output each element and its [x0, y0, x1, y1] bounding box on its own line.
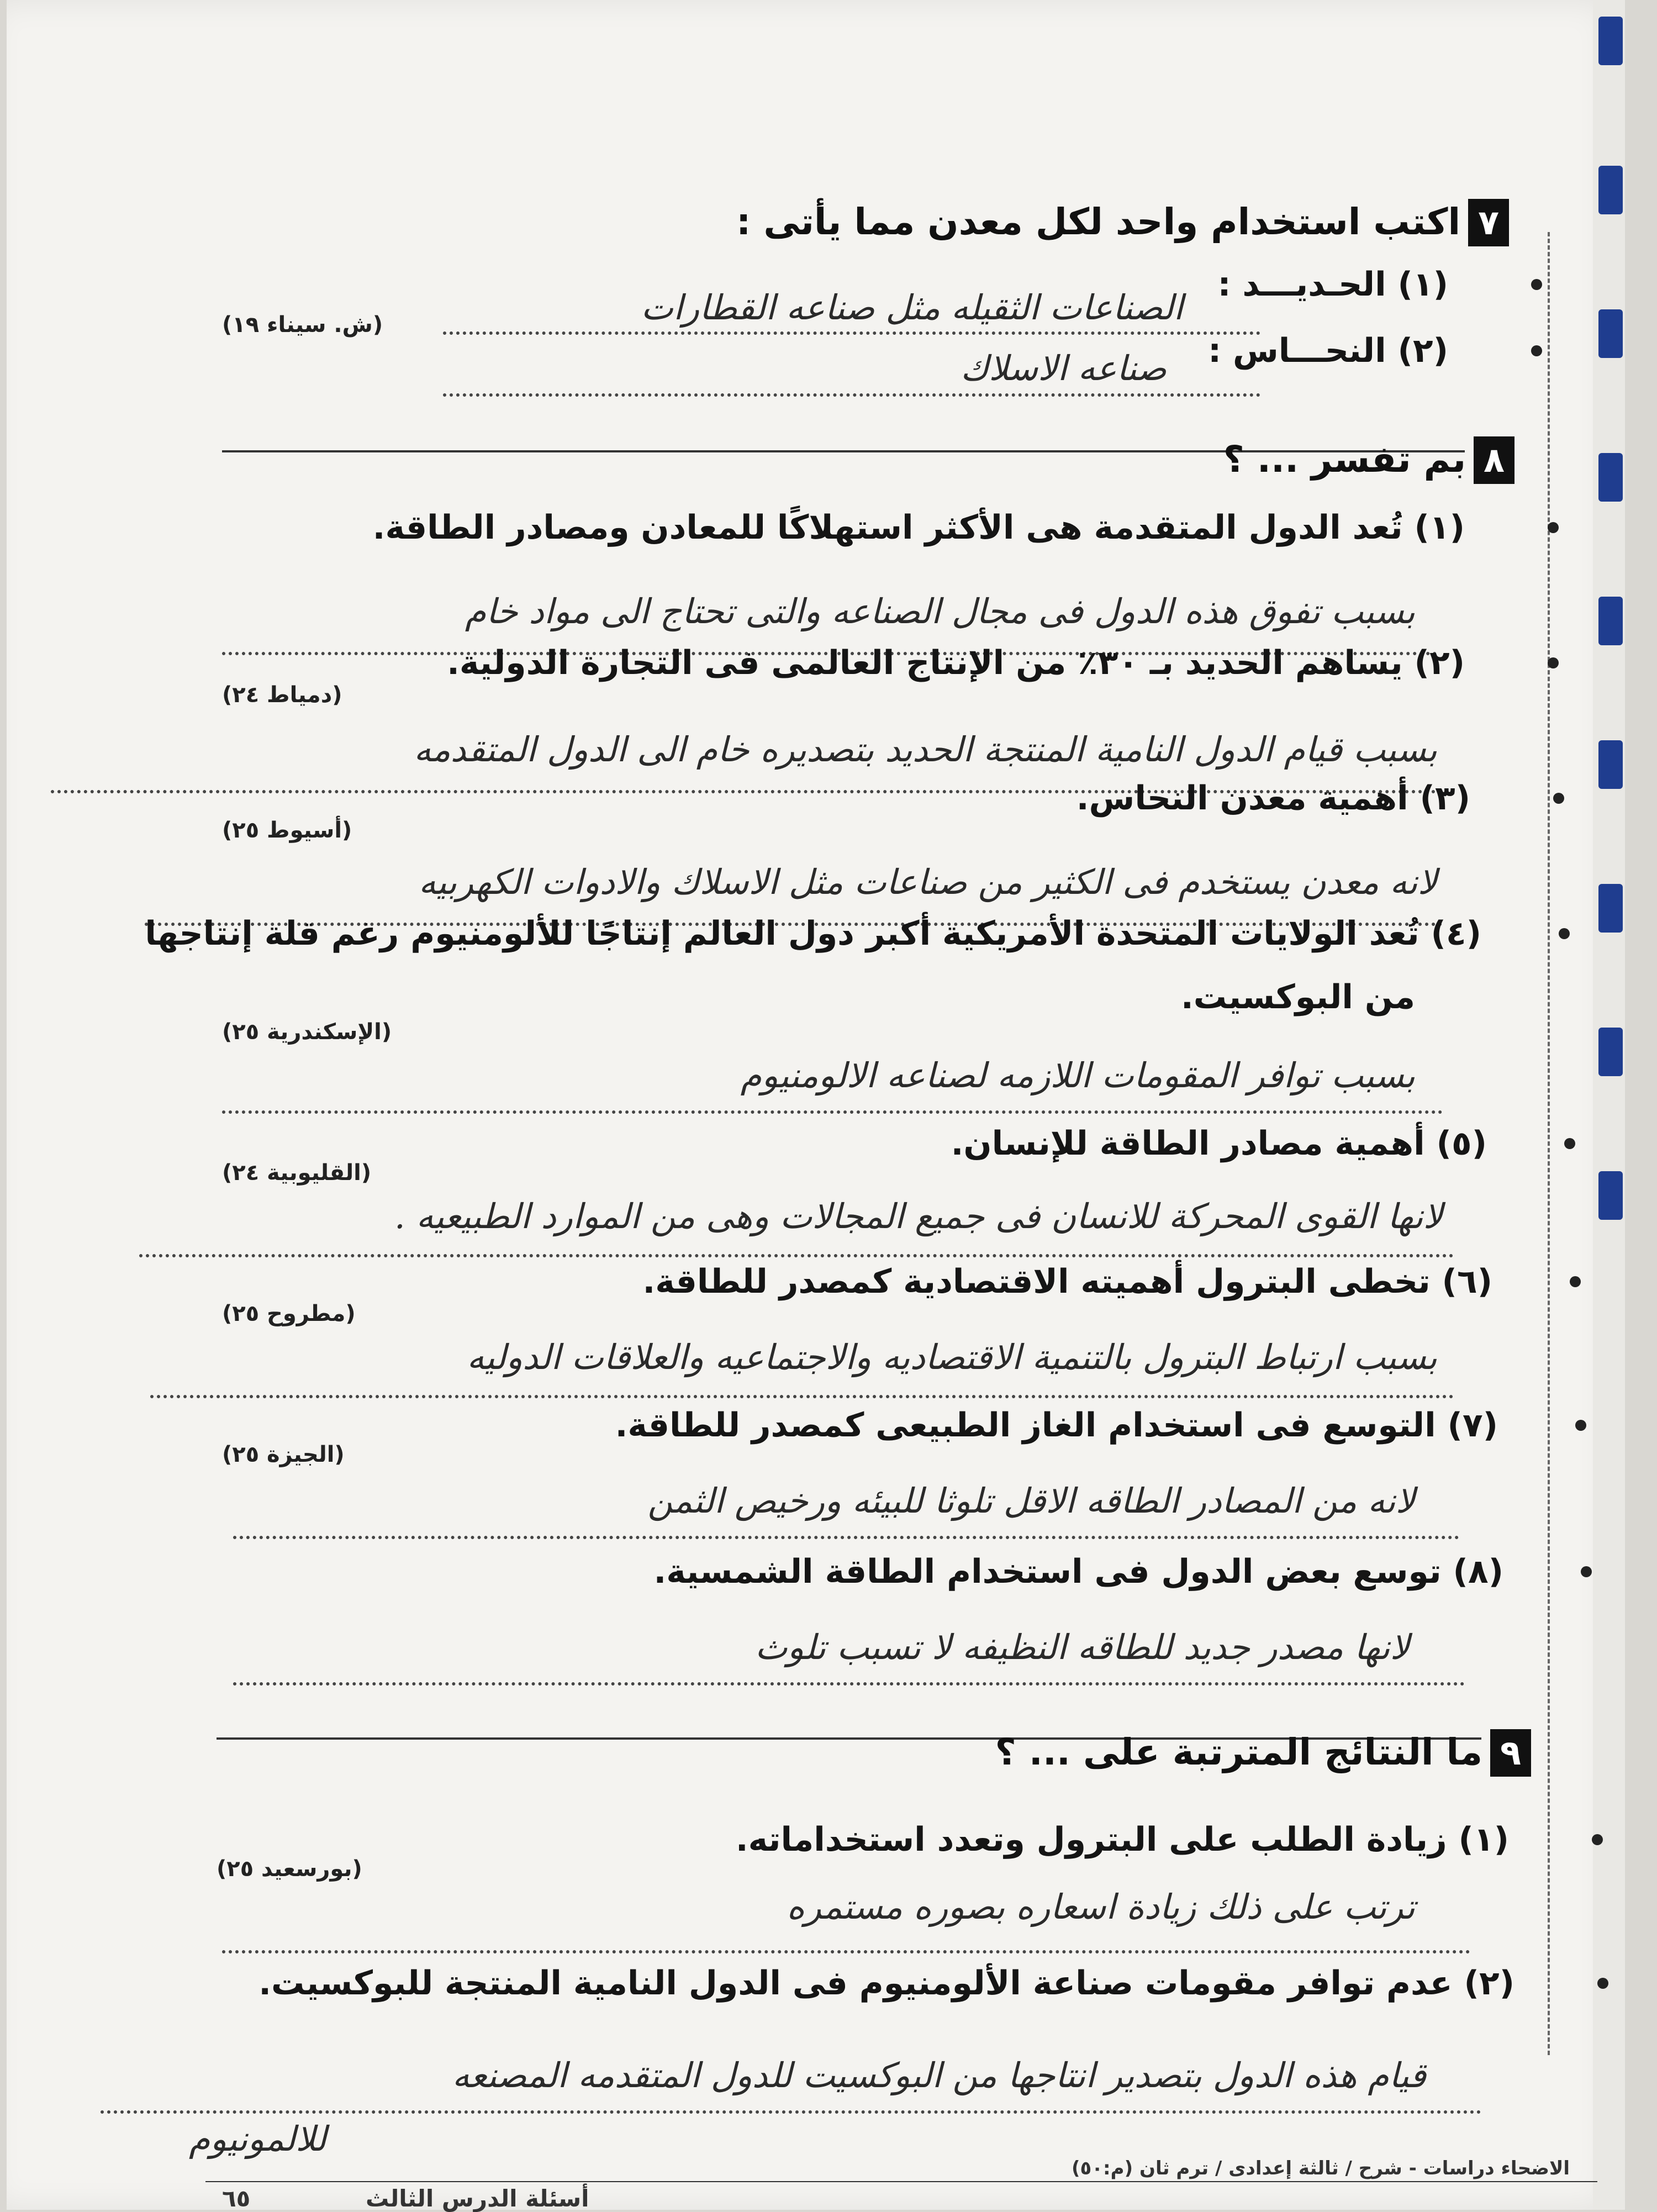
bullet [1548, 657, 1559, 668]
q8-item-3-source: (أسيوط ٢٥) [222, 818, 352, 843]
answer-line [443, 393, 1260, 397]
footer-page-label: أسئلة الدرس الثالث [366, 2185, 589, 2212]
spiral-binding [1593, 0, 1625, 2210]
q9-item-1-question: (١) زيادة الطلب على البترول وتعدد استخداماته. [735, 1820, 1509, 1859]
q7-item-2-answer: صناعه الاسلاك [961, 348, 1167, 388]
q8-item-6-question: (٦) تخطى البترول أهميته الاقتصادية كمصدر للطاقة. [642, 1262, 1492, 1301]
answer-line [101, 2110, 1481, 2114]
q8-item-3-answer: لانه معدن يستخدم فى الكثير من صناعات مثل الاسلاك والادوات الكهربيه [418, 862, 1437, 902]
q7-item-2-label: (٢) النحـــاس : [1208, 331, 1448, 370]
bullet [1592, 1834, 1603, 1845]
q8-item-8-answer: لانها مصدر جديد للطاقه النظيفه لا تسبب تلوث [755, 1627, 1410, 1667]
footer-book-info: الاضحاء دراسات - شرح / ثالثة إعدادى / ترم ثان (م:٥٠) [1071, 2157, 1570, 2179]
q8-item-4-source: (الإسكندرية ٢٥) [222, 1019, 392, 1045]
bullet [1531, 345, 1542, 356]
q8-item-1-answer: بسبب تفوق هذه الدول فى مجال الصناعه والتى تحتاج الى مواد خام [465, 591, 1415, 631]
answer-line [222, 1110, 1443, 1114]
answer-line [222, 1950, 1470, 1953]
answer-line [233, 1536, 1459, 1539]
q7-heading [736, 199, 1509, 246]
bullet [1570, 1276, 1581, 1287]
answer-line [233, 1682, 1465, 1686]
bullet [1531, 279, 1542, 290]
q8-item-5-answer: لانها القوى المحركة للانسان فى جميع المجالات وهى من الموارد الطبيعيه . [394, 1196, 1443, 1236]
q8-item-5-source: (القليوبية ٢٤) [222, 1160, 372, 1186]
q9-number: ٩ [1490, 1729, 1531, 1777]
q8-item-1-question: (١) تُعد الدول المتقدمة هى الأكثر استهلاكًا للمعادن ومصادر الطاقة. [372, 508, 1465, 547]
q7-item-1-answer: الصناعات الثقيله مثل صناعه القطارات [641, 287, 1183, 328]
footer-page-number: ٦٥ [222, 2185, 251, 2212]
answer-line [139, 1254, 1454, 1257]
q8-title: بم تفسر ... ؟ [1223, 438, 1466, 481]
q7-item-1-label: (١) الحـديـــد : [1217, 265, 1448, 304]
q8-number: ٨ [1474, 436, 1514, 484]
q9-title: ما النتائج المترتبة على ... ؟ [995, 1731, 1483, 1773]
worksheet-page [7, 0, 1625, 2210]
q8-item-2-question: (٢) يساهم الحديد بـ ٣٠٪ من الإنتاج العالمى فى التجارة الدولية. [447, 644, 1465, 682]
margin-guide [1548, 232, 1550, 2055]
q9-item-2-answer: قيام هذه الدول بتصدير انتاجها من البوكسيت للدول المتقدمه المصنعه [452, 2055, 1426, 2095]
bullet [1597, 1978, 1608, 1989]
bullet [1559, 928, 1570, 939]
q7-title: اكتب استخدام واحد لكل معدن مما يأتى : [736, 201, 1461, 243]
q8-item-6-source: (مطروح ٢٥) [222, 1301, 356, 1326]
q8-item-7-question: (٧) التوسع فى استخدام الغاز الطبيعى كمصدر للطاقة. [615, 1406, 1498, 1445]
footer-rule [205, 2181, 1597, 2182]
q8-item-2-source: (دمياط ٢٤) [222, 682, 342, 708]
q8-heading [1223, 436, 1514, 484]
q8-item-7-source: (الجيزة ٢٥) [222, 1442, 345, 1467]
bullet [1575, 1420, 1586, 1431]
q7-source: (ش. سيناء ١٩) [222, 312, 383, 338]
q9-item-1-source: (بورسعيد ٢٥) [217, 1856, 362, 1882]
q8-item-7-answer: لانه من المصادر الطاقه الاقل تلوثا للبيئه ورخيص الثمن [647, 1481, 1415, 1521]
bullet [1564, 1138, 1575, 1149]
answer-line [150, 1395, 1454, 1398]
answer-line [443, 331, 1260, 335]
q8-item-2-answer: بسبب قيام الدول النامية المنتجة الحديد بتصديره خام الى الدول المتقدمه [414, 729, 1437, 770]
q8-item-5-question: (٥) أهمية مصادر الطاقة للإنسان. [951, 1124, 1487, 1163]
q8-item-4-question: (٤) تُعد الولايات المتحدة الأمريكية أكبر دول العالم إنتاجًا للألومنيوم رغم قلة إنتاجها [145, 914, 1481, 953]
bullet [1581, 1566, 1592, 1577]
q8-item-6-answer: بسبب ارتباط البترول بالتنمية الاقتصاديه والاجتماعيه والعلاقات الدوليه [467, 1337, 1437, 1377]
q8-item-4-answer: بسبب توافر المقومات اللازمه لصناعه الالومنيوم [740, 1055, 1415, 1096]
q8-item-3-question: (٣) أهمية معدن النحاس. [1076, 779, 1470, 818]
q9-heading [995, 1729, 1532, 1777]
q9-item-2-question: (٢) عدم توافر مقومات صناعة الألومنيوم فى الدول النامية المنتجة للبوكسيت. [258, 1964, 1514, 2003]
bullet [1548, 522, 1559, 533]
q8-item-4-question-line2: من البوكسيت. [1181, 978, 1415, 1017]
q7-number: ٧ [1468, 199, 1509, 246]
q9-item-1-answer: ترتب على ذلك زيادة اسعاره بصوره مستمره [787, 1887, 1415, 1927]
q8-item-8-question: (٨) توسع بعض الدول فى استخدام الطاقة الشمسية. [653, 1552, 1503, 1591]
bullet [1553, 793, 1564, 804]
q9-item-2-answer-line2: للالمونيوم [189, 2119, 327, 2159]
